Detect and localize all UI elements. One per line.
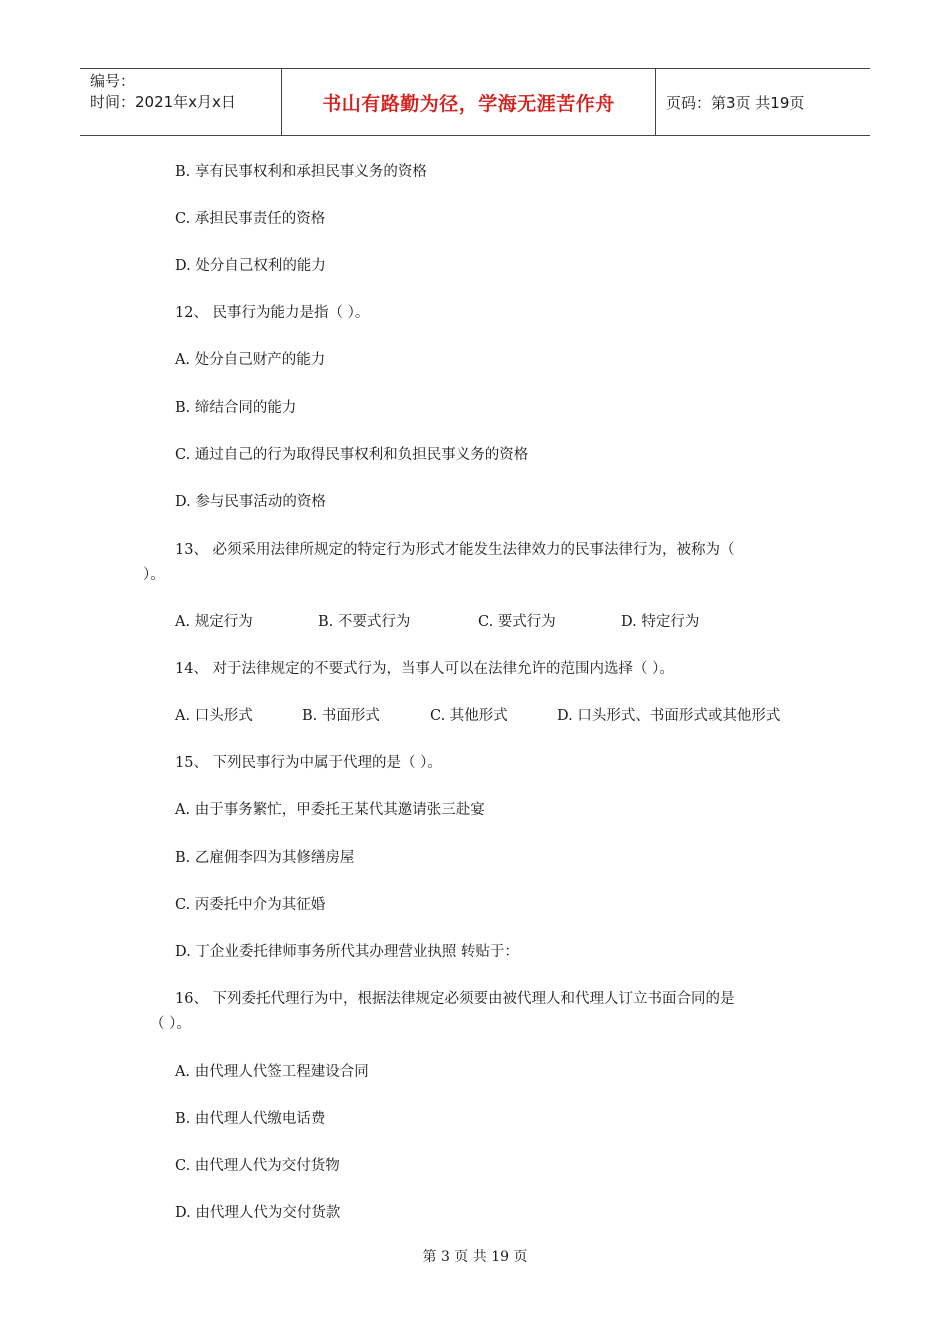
option-15c: C. 丙委托中介为其征婚 (175, 897, 326, 913)
option-11b: B. 享有民事权利和承担民事义务的资格 (175, 164, 427, 180)
option-16a: A. 由代理人代签工程建设合同 (175, 1064, 369, 1080)
option-15b: B. 乙雇佣李四为其修缮房屋 (175, 850, 355, 866)
question-15: 15、 下列民事行为中属于代理的是（ ）。 (175, 755, 442, 771)
question-16: 16、 下列委托代理行为中，根据法律规定必须要由被代理人和代理人订立书面合同的是 (175, 991, 735, 1007)
question-14: 14、 对于法律规定的不要式行为，当事人可以在法律允许的范围内选择（ ）。 (175, 661, 674, 677)
option-14b: B. 书面形式 (302, 708, 380, 724)
option-14c: C. 其他形式 (430, 708, 508, 724)
question-13: 13、 必须采用法律所规定的特定行为形式才能发生法律效力的民事法律行为，被称为（ (175, 542, 735, 558)
page-info: 页码：第3页 共19页 (666, 93, 805, 112)
question-13-cont: ）。 (143, 567, 165, 583)
option-12a: A. 处分自己财产的能力 (175, 352, 326, 368)
option-13b: B. 不要式行为 (318, 614, 411, 630)
option-13a: A. 规定行为 (175, 614, 253, 630)
option-12d: D. 参与民事活动的资格 (175, 494, 326, 510)
page-footer: 第 3 页 共 19 页 (422, 1249, 528, 1265)
option-11c: C. 承担民事责任的资格 (175, 211, 326, 227)
option-13d: D. 特定行为 (621, 614, 700, 630)
motto: 书山有路勤为径，学海无涯苦作舟 (322, 92, 615, 115)
page-header (80, 68, 870, 136)
option-16c: C. 由代理人代为交付货物 (175, 1158, 340, 1174)
question-16-cont: （ ）。 (150, 1016, 191, 1032)
option-12c: C. 通过自己的行为取得民事权利和负担民事义务的资格 (175, 447, 529, 463)
question-12: 12、 民事行为能力是指（ ）。 (175, 305, 370, 321)
option-13c: C. 要式行为 (478, 614, 556, 630)
header-motto-cell (282, 69, 656, 135)
option-16d: D. 由代理人代为交付货款 (175, 1205, 341, 1221)
option-15d: D. 丁企业委托律师事务所代其办理营业执照 转贴于： (175, 944, 519, 960)
option-16b: B. 由代理人代缴电话费 (175, 1111, 326, 1127)
header-page-cell (656, 69, 870, 135)
option-14a: A. 口头形式 (175, 708, 253, 724)
option-11d: D. 处分自己权利的能力 (175, 258, 326, 274)
time-label: 时间：2021年x月x日 (90, 93, 236, 111)
number-label: 编号： (90, 72, 136, 90)
header-meta (80, 69, 282, 135)
option-14d: D. 口头形式、书面形式或其他形式 (557, 708, 781, 724)
option-12b: B. 缔结合同的能力 (175, 400, 297, 416)
option-15a: A. 由于事务繁忙，甲委托王某代其邀请张三赴宴 (175, 802, 485, 818)
